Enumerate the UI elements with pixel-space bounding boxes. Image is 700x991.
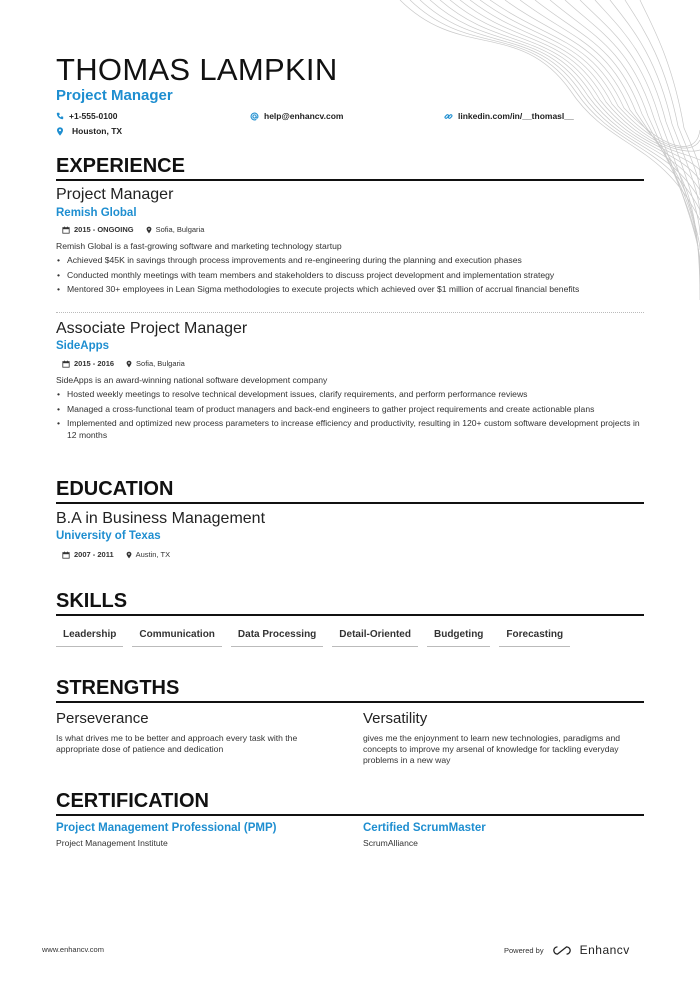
link-icon <box>444 112 453 121</box>
skill-tag: Budgeting <box>427 628 490 647</box>
list-item: • Conducted monthly meetings with team members and stakeholders to discuss project development and implementation strategy <box>56 270 644 282</box>
education-meta <box>62 550 170 559</box>
email-contact[interactable] <box>250 111 343 121</box>
phone-number: +1-555-0100 <box>69 111 118 121</box>
job-company: Remish Global <box>56 207 137 219</box>
linkedin-contact[interactable] <box>444 111 574 121</box>
powered-by[interactable] <box>504 943 630 957</box>
strength-description: gives me the enjoynment to learn new technologies, paradigms and concepts to improve my arsenal of knowledge for tackling everyday problems in a new way <box>363 733 621 765</box>
skill-tag: Communication <box>132 628 222 647</box>
powered-by-label: Powered by <box>504 945 544 955</box>
skill-tag: Forecasting <box>499 628 570 647</box>
location-pin-icon <box>126 360 132 368</box>
job-dates: 2015 - ONGOING <box>74 225 134 234</box>
job-location: Sofia, Bulgaria <box>155 225 205 234</box>
email-address: help@enhancv.com <box>264 111 344 121</box>
certification-org: ScrumAlliance <box>363 838 418 848</box>
certification-org: Project Management Institute <box>56 838 168 848</box>
job-bullets <box>56 255 644 299</box>
brand-name: Enhancv <box>579 943 630 957</box>
school-name: University of Texas <box>56 530 161 542</box>
job-bullets <box>56 389 644 444</box>
list-item: • Hosted weekly meetings to resolve technical development issues, clarify requirements, and perform performance reviews <box>56 389 644 401</box>
certification-title: Project Management Professional (PMP) <box>56 822 277 834</box>
skill-tag: Data Processing <box>231 628 323 647</box>
job-meta <box>62 359 185 368</box>
strength-description: Is what drives me to be better and approach every task with the appropriate dose of patience and dedication <box>56 733 298 754</box>
list-item: • Managed a cross-functional team of product managers and back-end engineers to gather project requirements and create actionable plans <box>56 404 644 416</box>
location-text: Houston, TX <box>72 126 123 136</box>
strengths-heading: STRENGTHS <box>56 676 644 703</box>
certification-title: Certified ScrumMaster <box>363 822 486 834</box>
job-company: SideApps <box>56 340 110 352</box>
strength-title: Perseverance <box>56 710 149 727</box>
degree-title: B.A in Business Management <box>56 510 266 527</box>
location-pin-icon <box>126 551 132 559</box>
list-item: • Achieved $45K in savings through process improvements and re-engineering during the planning and execution phases <box>56 255 644 267</box>
education-location: Austin, TX <box>135 550 171 559</box>
list-item: • Mentored 30+ employees in Lean Sigma methodologies to execute projects which achieved over $1 million of accrual financial benefits <box>56 284 644 296</box>
experience-heading: EXPERIENCE <box>56 154 644 181</box>
list-item: • Implemented and optimized new process parameters to increase efficiency and productivity, resulting in 120+ custom software development projects in 12 months <box>56 418 644 441</box>
skill-tag: Leadership <box>56 628 123 647</box>
calendar-icon <box>62 226 70 234</box>
education-heading: EDUCATION <box>56 477 644 504</box>
entry-divider <box>56 312 644 313</box>
job-dates: 2015 - 2016 <box>74 359 115 368</box>
candidate-name: THOMAS LAMPKIN <box>56 52 338 87</box>
footer-url[interactable]: www.enhancv.com <box>42 945 104 954</box>
job-meta <box>62 225 204 234</box>
linkedin-url: linkedin.com/in/__thomasl__ <box>458 111 574 121</box>
job-location: Sofia, Bulgaria <box>136 359 185 368</box>
location-pin-icon <box>146 226 152 234</box>
phone-contact[interactable] <box>56 111 117 121</box>
at-sign-icon <box>250 112 259 121</box>
job-description: Remish Global is a fast-growing software and marketing technology startup <box>56 241 342 251</box>
job-description: SideApps is an award-winning national software development company <box>56 375 328 385</box>
location-pin-icon <box>56 127 64 136</box>
job-title: Associate Project Manager <box>56 320 248 337</box>
job-title: Project Manager <box>56 186 174 203</box>
education-dates: 2007 - 2011 <box>74 550 114 559</box>
skills-list <box>56 628 570 647</box>
certification-heading: CERTIFICATION <box>56 789 644 816</box>
phone-icon <box>56 112 64 120</box>
location-contact <box>56 126 122 136</box>
calendar-icon <box>62 360 70 368</box>
enhancv-logo-icon <box>552 945 572 956</box>
candidate-role: Project Manager <box>56 87 173 104</box>
skills-heading: SKILLS <box>56 589 644 616</box>
strength-title: Versatility <box>363 710 428 727</box>
skill-tag: Detail-Oriented <box>332 628 418 647</box>
calendar-icon <box>62 551 70 559</box>
